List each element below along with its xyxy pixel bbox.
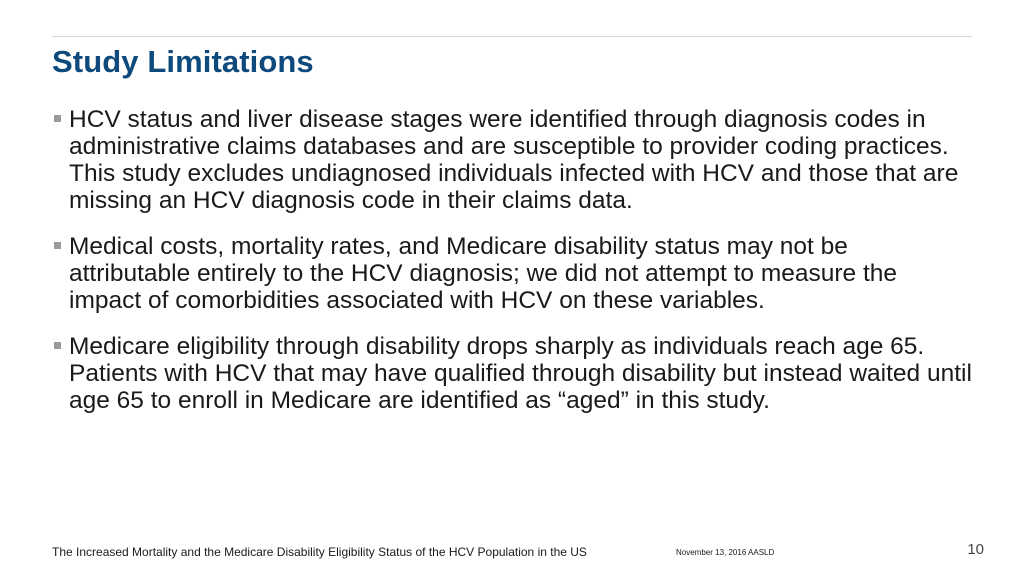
bullet-item-medical-costs bbox=[54, 233, 974, 314]
footer-presentation-title: The Increased Mortality and the Medicare Disability Eligibility Status of the HCV Population in the US bbox=[52, 545, 587, 559]
header-divider bbox=[52, 36, 972, 37]
bullet-text: Medicare eligibility through disability drops sharply as individuals reach age 65. Patients with HCV that may have qualified through disability but instead waited until age 65 to enroll in Medicare are identified as “aged” in this study. bbox=[69, 333, 972, 414]
slide-title: Study Limitations bbox=[52, 44, 314, 79]
square-bullet-icon bbox=[54, 242, 61, 249]
bullet-item-medicare-eligibility bbox=[54, 333, 974, 414]
footer-date-event: November 13, 2016 AASLD bbox=[676, 548, 775, 557]
square-bullet-icon bbox=[54, 115, 61, 122]
page-number: 10 bbox=[967, 541, 984, 558]
bullet-text: HCV status and liver disease stages were identified through diagnosis codes in administrative claims databases and are susceptible to provider coding practices. This study excludes undiagnosed individuals infected with HCV and those that are missing an HCV diagnosis code in their claims data. bbox=[69, 106, 959, 214]
bullet-list bbox=[54, 106, 974, 433]
bullet-item-diagnosis-codes bbox=[54, 106, 974, 214]
bullet-text: Medical costs, mortality rates, and Medicare disability status may not be attributable entirely to the HCV diagnosis; we did not attempt to measure the impact of comorbidities associated with HCV on these variables. bbox=[69, 233, 898, 314]
square-bullet-icon bbox=[54, 342, 61, 349]
